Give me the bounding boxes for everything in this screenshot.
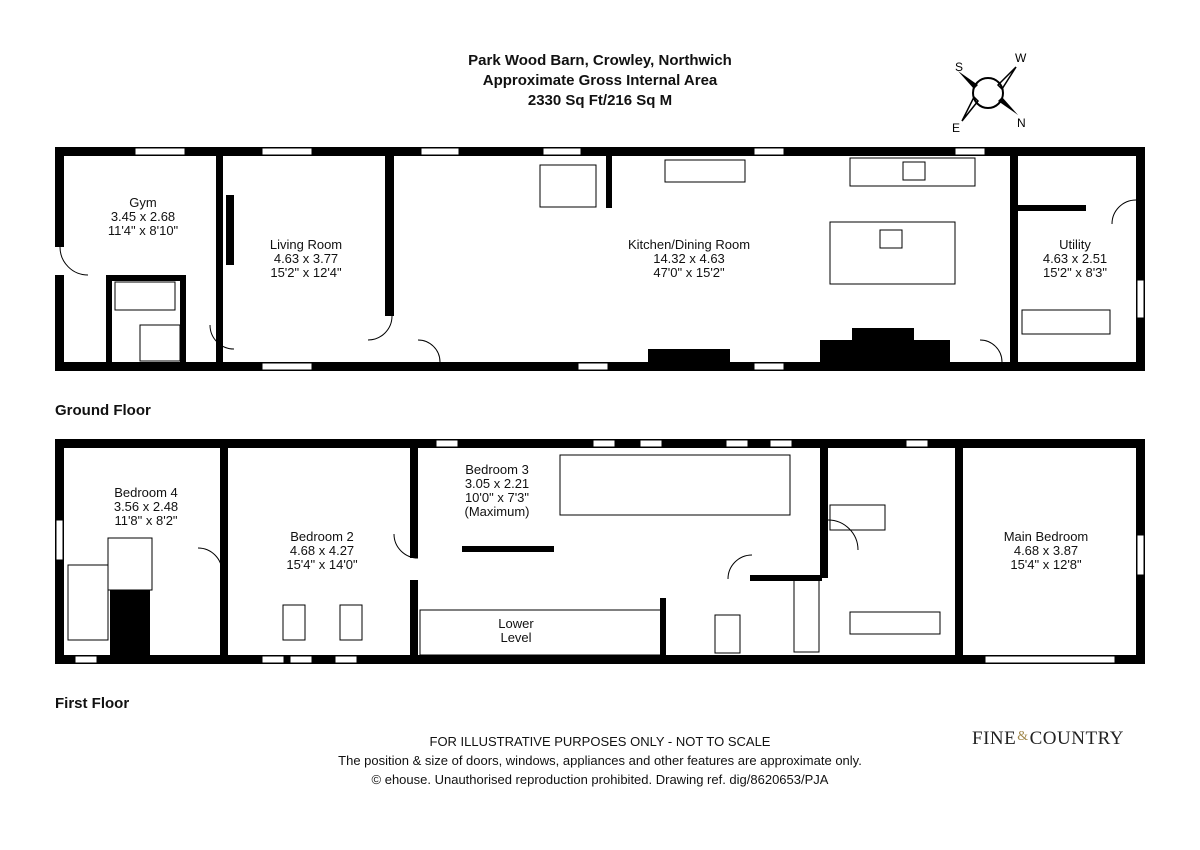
plan-area: 2330 Sq Ft/216 Sq M xyxy=(527,92,673,109)
room-imperial: 10'0" x 7'3" xyxy=(464,490,530,505)
room-metric: Level xyxy=(500,630,532,645)
room-name: Bedroom 4 xyxy=(114,485,178,500)
ground-floor-label: Ground Floor xyxy=(55,402,151,419)
room-metric: 4.68 x 3.87 xyxy=(1013,543,1079,558)
room-main-bedroom xyxy=(1004,530,1089,572)
room-imperial: 47'0" x 15'2" xyxy=(653,265,725,280)
logo-left: FINE xyxy=(972,728,1017,749)
compass-e: E xyxy=(952,121,961,135)
room-metric: 14.32 x 4.63 xyxy=(653,251,725,266)
fine-country-logo xyxy=(972,728,1124,750)
room-name: Utility xyxy=(1059,237,1091,252)
room-name: Kitchen/Dining Room xyxy=(627,237,751,252)
logo-right: COUNTRY xyxy=(1029,728,1124,749)
logo-amp: & xyxy=(1017,729,1029,744)
plan-subtitle: Approximate Gross Internal Area xyxy=(482,72,718,89)
room-note: (Maximum) xyxy=(464,504,530,519)
ground-floor-plan xyxy=(55,147,1145,371)
room-metric: 3.45 x 2.68 xyxy=(110,209,176,224)
room-name: Bedroom 2 xyxy=(290,529,354,544)
room-imperial: 15'4" x 12'8" xyxy=(1010,557,1082,572)
first-floor-label: First Floor xyxy=(55,695,130,712)
disclaimer: FOR ILLUSTRATIVE PURPOSES ONLY - NOT TO SCALE xyxy=(429,734,771,749)
room-kitchen-dining xyxy=(628,238,750,280)
room-name: Lower xyxy=(498,616,534,631)
copyright: © ehouse. Unauthorised reproduction prohibited. Drawing ref. dig/8620653/PJA xyxy=(371,772,829,787)
room-imperial: 15'4" x 14'0" xyxy=(286,557,358,572)
compass-icon xyxy=(958,67,1018,121)
compass-w: W xyxy=(1015,51,1027,65)
room-name: Gym xyxy=(129,195,157,210)
plan-title: Park Wood Barn, Crowley, Northwich xyxy=(468,52,732,69)
room-name: Main Bedroom xyxy=(1003,529,1089,544)
room-imperial: 15'2" x 12'4" xyxy=(270,265,342,280)
room-imperial: 11'4" x 8'10" xyxy=(107,223,179,238)
room-gym xyxy=(108,196,178,238)
compass-n: N xyxy=(1017,116,1026,130)
room-metric: 3.56 x 2.48 xyxy=(113,499,179,514)
room-bedroom-2 xyxy=(286,530,357,572)
room-living-room xyxy=(270,238,342,280)
room-bedroom-3 xyxy=(465,463,530,519)
room-utility xyxy=(1043,238,1107,280)
disclaimer-note: The position & size of doors, windows, appliances and other features are approximate only. xyxy=(338,753,862,768)
room-bedroom-4 xyxy=(114,486,178,528)
room-lower-level xyxy=(498,617,533,645)
room-metric: 3.05 x 2.21 xyxy=(464,476,530,491)
room-name: Bedroom 3 xyxy=(465,462,529,477)
first-floor-plan xyxy=(55,439,1145,664)
first-floor-windows xyxy=(56,440,1144,663)
room-imperial: 15'2" x 8'3" xyxy=(1042,265,1108,280)
room-metric: 4.63 x 2.51 xyxy=(1042,251,1108,266)
room-metric: 4.68 x 4.27 xyxy=(289,543,355,558)
room-name: Living Room xyxy=(269,237,343,252)
compass-s: S xyxy=(955,60,964,74)
room-imperial: 11'8" x 8'2" xyxy=(114,513,178,528)
room-metric: 4.63 x 3.77 xyxy=(273,251,339,266)
